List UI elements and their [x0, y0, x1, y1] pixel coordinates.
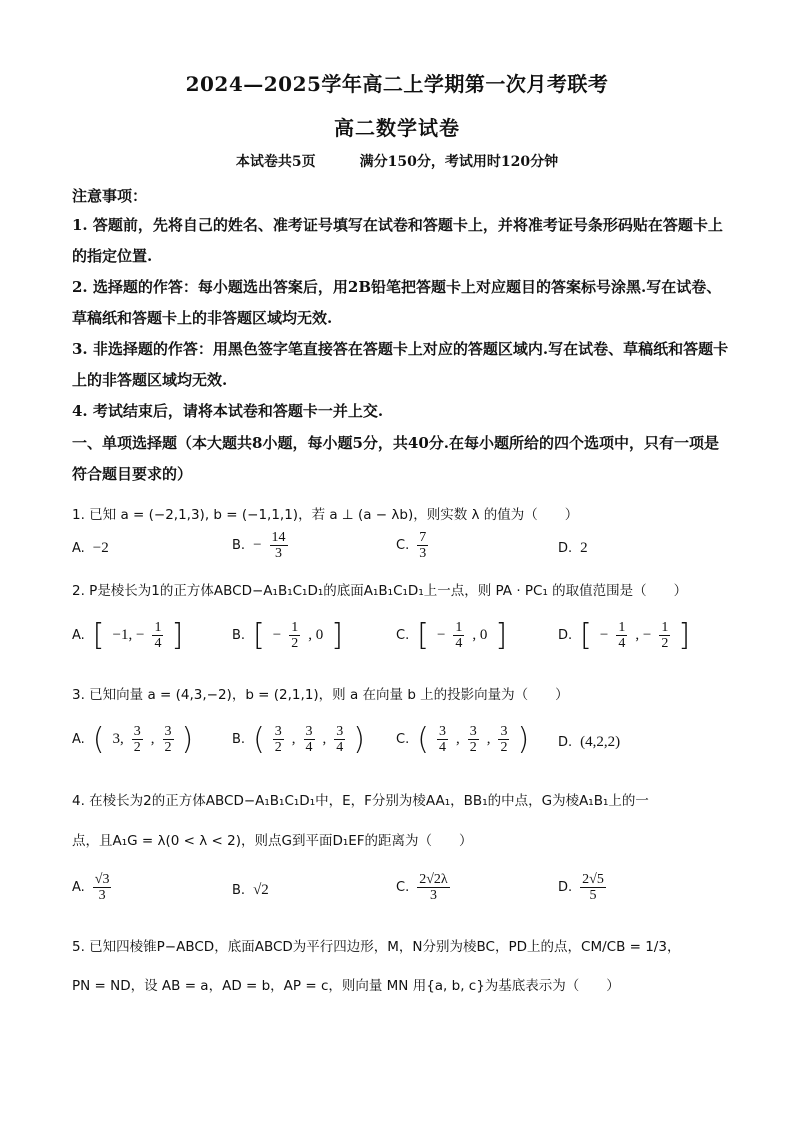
- q1-option-b: B. − $\frac{14}{3}$: [232, 530, 286, 561]
- exam-subtitle: 高二数学试卷: [334, 116, 460, 140]
- question-3: 3. 已知向量 a = (4,3,−2)，b = (2,1,1)，则 a 在向量 b 上的投影向量为（ ）: [72, 687, 569, 703]
- question-2: 2. P是棱长为1的正方体ABCD−A₁B₁C₁D₁的底面A₁B₁C₁D₁上一点，则 PA · PC₁ 的取值范围是（ ）: [72, 583, 688, 599]
- q1-option-c: C. $\frac{7}{3}$: [396, 530, 427, 561]
- q3-option-c: C. ( $\frac{3}{4}$ , $\frac{3}{2}$ , $\frac{3}{2}$ ): [396, 721, 530, 757]
- question-5-line-1: 5. 已知四棱锥P−ABCD，底面ABCD为平行四边形，M，N分别为棱BC，PD上的点，CM/CB = 1/3，: [72, 939, 681, 955]
- exam-title: 2024—2025学年高二上学期第一次月考联考: [185, 72, 609, 96]
- question-4-line-2: 点，且A₁G = λ(0 < λ < 2)，则点G到平面D₁EF的距离为（ ）: [72, 833, 473, 849]
- q1-option-a: A. −2: [72, 540, 109, 556]
- q4-option-c: C. $\frac{2√2\lambda}{3}$: [396, 872, 448, 903]
- q3-option-a: A. ( 3, $\frac{3}{2}$ , $\frac{3}{2}$ ): [72, 721, 194, 757]
- question-3-options: [72, 721, 732, 770]
- q4-option-b: B. √2: [232, 882, 269, 898]
- question-4-line-1: 4. 在棱长为2的正方体ABCD−A₁B₁C₁D₁中，E，F分别为棱AA₁，BB₁的中点，G为棱A₁B₁上的一: [72, 793, 649, 809]
- q4-option-d: D. $\frac{2√5}{5}$: [558, 872, 604, 903]
- q4-option-a: A. $\frac{√3}{3}$: [72, 872, 110, 903]
- q2-option-c: C. [ − $\frac{1}{4}$ , 0 ]: [396, 617, 508, 653]
- q3-option-d: D. (4,2,2): [558, 734, 621, 750]
- q3-option-b: B. ( $\frac{3}{2}$ , $\frac{3}{4}$ , $\frac{3}{4}$ ): [232, 721, 365, 757]
- score-time: 满分150分，考试用时120分钟: [359, 154, 559, 170]
- q2-option-b: B. [ − $\frac{1}{2}$ , 0 ]: [232, 617, 343, 653]
- note-4: 4. 考试结束后，请将本试卷和答题卡一并上交.: [72, 402, 384, 420]
- question-2-options: [72, 617, 732, 666]
- q2-option-d: D. [ − $\frac{1}{4}$ , − $\frac{1}{2}$ ]: [558, 617, 691, 653]
- section1-heading: 一、单项选择题（本大题共8小题，每小题5分，共40分.在每小题所给的四个选项中，只有一项是符合题目要求的）: [72, 434, 719, 483]
- question-1: 1. 已知 a = (−2,1,3), b = (−1,1,1)，若 a ⊥ (a − λb)，则实数 λ 的值为（ ）: [72, 507, 579, 523]
- page-count: 本试卷共5页: [235, 154, 316, 170]
- notes-heading: 注意事项：: [72, 187, 148, 205]
- question-5-line-2: PN = ND，设 AB = a，AD = b，AP = c，则向量 MN 用{a, b, c}为基底表示为（ ）: [72, 978, 620, 994]
- note-3: 3. 非选择题的作答：用黑色签字笔直接答在答题卡上对应的答题区域内.写在试卷、草稿纸和答题卡上的非答题区域均无效.: [72, 340, 729, 389]
- q2-option-a: A. [ −1, − $\frac{1}{4}$ ]: [72, 617, 184, 653]
- note-1: 1. 答题前，先将自己的姓名、准考证号填写在试卷和答题卡上，并将准考证号条形码贴在答题卡上的指定位置.: [72, 216, 723, 265]
- note-2: 2. 选择题的作答：每小题选出答案后，用2B铅笔把答题卡上对应题目的答案标号涂黑.写在试卷、草稿纸和答题卡上的非答题区域均无效.: [72, 278, 722, 327]
- question-4-options: [72, 872, 732, 918]
- exam-info: [0, 151, 794, 171]
- question-1-options: [72, 530, 732, 574]
- q1-option-d: D. 2: [558, 540, 588, 556]
